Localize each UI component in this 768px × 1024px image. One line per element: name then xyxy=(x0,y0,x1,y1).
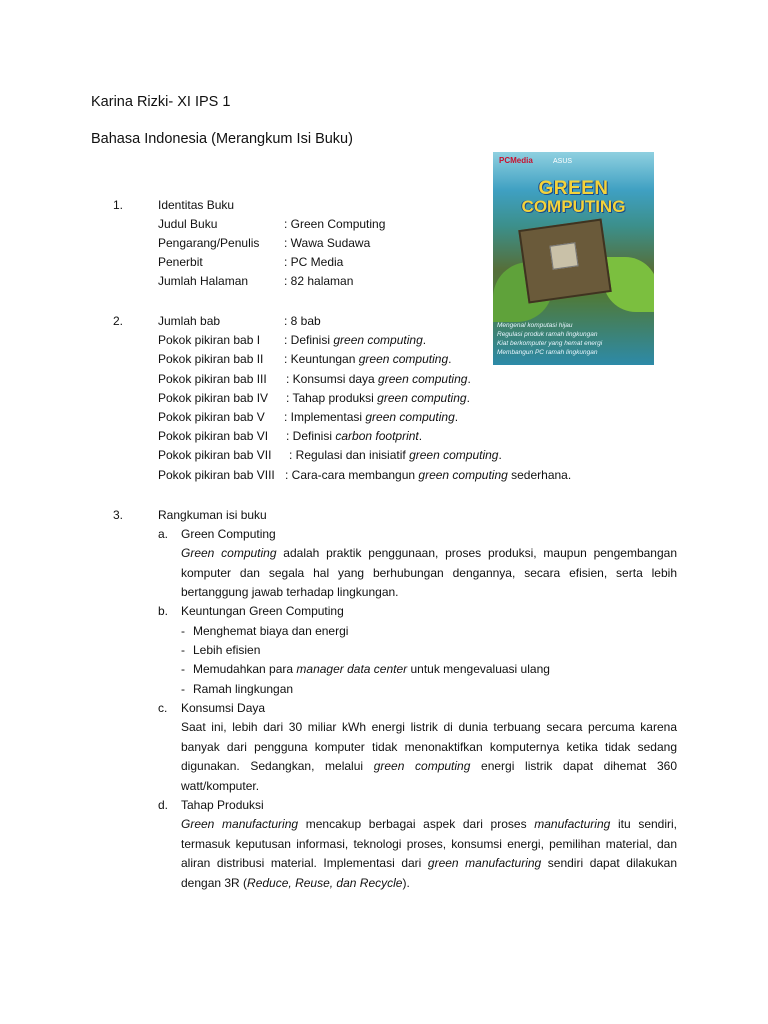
bullet-dash: - xyxy=(181,643,185,657)
chapter-summary: : Cara-cara membangun green computing sederhana. xyxy=(285,468,572,482)
cover-publisher: PCMedia xyxy=(499,156,533,165)
bullet-dash: - xyxy=(181,624,185,638)
chapter-summary: : Definisi carbon footprint. xyxy=(286,429,423,443)
subsection-title: Konsumsi Daya xyxy=(181,701,266,715)
identity-value: : 82 halaman xyxy=(284,274,354,288)
chapter-label: Pokok pikiran bab VII xyxy=(158,448,272,462)
identity-value: : Wawa Sudawa xyxy=(284,236,371,250)
subsection-title: Keuntungan Green Computing xyxy=(181,604,344,618)
subsection-letter: a. xyxy=(158,527,169,541)
chapter-summary: : Keuntungan green computing. xyxy=(284,352,452,366)
identity-label: Pengarang/Penulis xyxy=(158,236,260,250)
subsection-letter: d. xyxy=(158,798,169,812)
identity-label: Judul Buku xyxy=(158,217,218,231)
section-1-number: 1. xyxy=(113,198,124,212)
chapter-summary: : Konsumsi daya green computing. xyxy=(286,372,471,386)
cover-tagline: Mengenal komputasi hijau xyxy=(497,322,573,329)
chapter-count-label: Jumlah bab xyxy=(158,314,221,328)
bullet-text: Memudahkan para manager data center untuk mengevaluasi ulang xyxy=(193,662,550,676)
identity-label: Jumlah Halaman xyxy=(158,274,249,288)
bullet-text: Ramah lingkungan xyxy=(193,682,294,696)
cover-brand: ASUS xyxy=(553,158,573,165)
bullet-dash: - xyxy=(181,682,185,696)
identity-label: Penerbit xyxy=(158,255,203,269)
cover-tagline: Kiat berkomputer yang hemat energi xyxy=(497,340,603,347)
identity-value: : Green Computing xyxy=(284,217,386,231)
subsection-letter: b. xyxy=(158,604,169,618)
chapter-summary: : Implementasi green computing. xyxy=(284,410,459,424)
chapter-label: Pokok pikiran bab VIII xyxy=(158,468,275,482)
cpu-chip-graphic xyxy=(549,242,578,269)
chapter-summary: : Definisi green computing. xyxy=(284,333,427,347)
book-cover-image xyxy=(493,152,654,365)
chapter-label: Pokok pikiran bab VI xyxy=(158,429,269,443)
chapter-label: Pokok pikiran bab II xyxy=(158,352,264,366)
chapter-count-value: : 8 bab xyxy=(284,314,321,328)
subsection-paragraph: Saat ini, lebih dari 30 miliar kWh energi listrik di dunia terbuang secara percuma karena banyak dari pengguna komputer tidak menonaktifkan komputernya ketika tidak sedang digunakan. Sedangkan, melalui green computing energi listrik dapat dihemat 360 watt/komputer. xyxy=(181,720,678,793)
subject-heading: Bahasa Indonesia (Merangkum Isi Buku) xyxy=(91,131,353,147)
chapter-label: Pokok pikiran bab I xyxy=(158,333,261,347)
subsection-paragraph: Green manufacturing mencakup berbagai aspek dari proses manufacturing itu sendiri, termasuk keputusan informasi, teknologi proses, konsumsi energi, pemilihan material, dan aliran distribusi material. Implementasi dari green manufacturing sendiri dapat dilakukan dengan 3R (Reduce, Reuse, dan Recycle). xyxy=(181,817,678,890)
cover-title-line1: GREEN xyxy=(538,178,609,199)
section-3-title: Rangkuman isi buku xyxy=(158,508,267,522)
chapter-label: Pokok pikiran bab IV xyxy=(158,391,269,405)
chapter-label: Pokok pikiran bab III xyxy=(158,372,267,386)
chapter-label: Pokok pikiran bab V xyxy=(158,410,265,424)
cover-tagline: Membangun PC ramah lingkungan xyxy=(497,349,598,356)
section-1-title: Identitas Buku xyxy=(158,198,235,212)
subsection-title: Tahap Produksi xyxy=(181,798,264,812)
author-heading: Karina Rizki- XI IPS 1 xyxy=(91,94,231,110)
bullet-text: Lebih efisien xyxy=(193,643,261,657)
cover-title-line2: COMPUTING xyxy=(521,197,626,216)
identity-value: : PC Media xyxy=(284,255,344,269)
chapter-summary: : Tahap produksi green computing. xyxy=(286,391,470,405)
bullet-text: Menghemat biaya dan energi xyxy=(193,624,349,638)
bullet-dash: - xyxy=(181,662,185,676)
subsection-paragraph: Green computing adalah praktik penggunaan, proses produksi, maupun pengembangan komputer dan segala hal yang berhubungan dengannya, secara efisien, serta lebih bertanggung jawab terhadap lingkungan. xyxy=(181,546,677,599)
subsection-title: Green Computing xyxy=(181,527,276,541)
subsection-letter: c. xyxy=(158,701,168,715)
section-2-number: 2. xyxy=(113,314,124,328)
cover-tagline: Regulasi produk ramah lingkungan xyxy=(497,331,598,338)
section-3-number: 3. xyxy=(113,508,124,522)
chapter-summary: : Regulasi dan inisiatif green computing. xyxy=(289,448,502,462)
